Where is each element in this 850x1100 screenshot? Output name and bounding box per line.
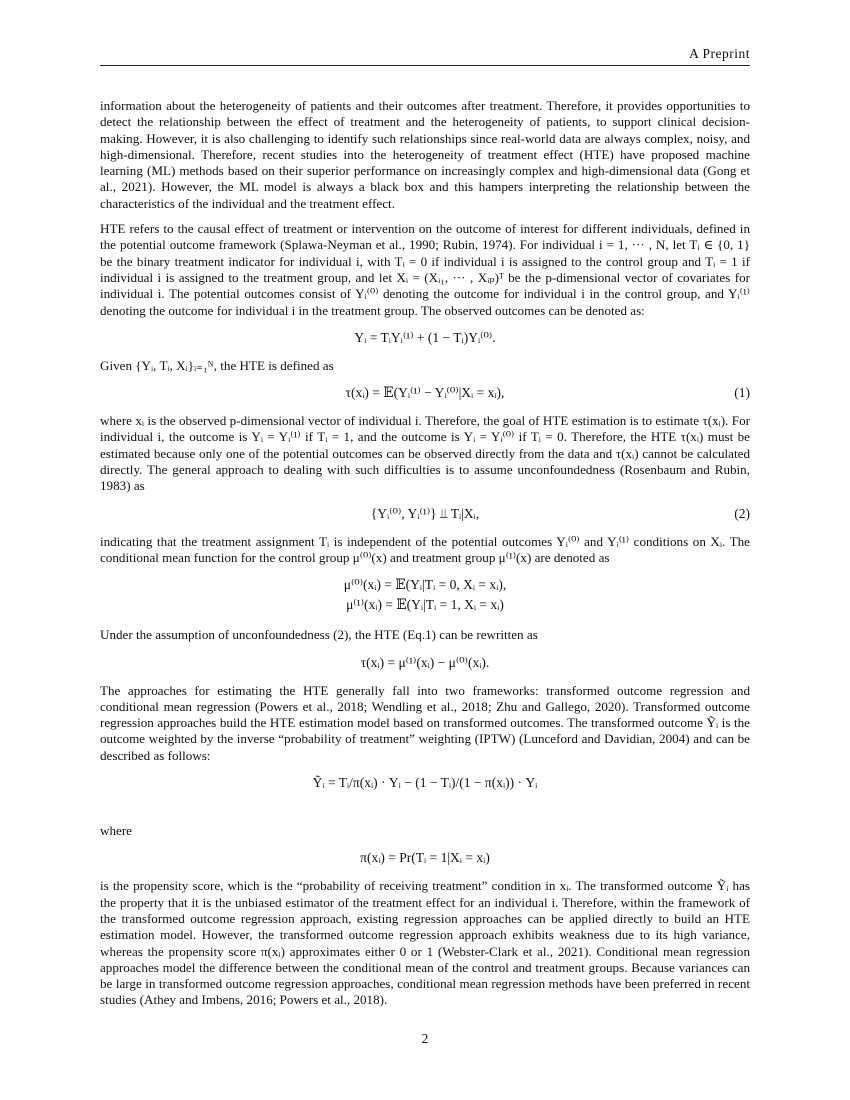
equation-expr: τ(xᵢ) = 𝔼(Yᵢ⁽¹⁾ − Yᵢ⁽⁰⁾|Xᵢ = xᵢ), (345, 385, 505, 401)
paragraph-6: Under the assumption of unconfoundedness (2), the HTE (Eq.1) can be rewritten as (100, 627, 538, 643)
equation-expr: τ(xᵢ) = μ⁽¹⁾(xᵢ) − μ⁽⁰⁾(xᵢ). (360, 654, 490, 670)
paragraph-9: is the propensity score, which is the “probability of receiving treatment” condition in xᵢ. The transformed outcome Ỹᵢ has the property that it is the unbiased estimator of the treatment effect for an individual i. Therefore, within the framework of the transformed outcome regression approach, existing regression approaches can be applied directly to build an HTE estimation model. However, the transformed outcome regression approach exhibits weakness due to its high variance, whereas the propensity score π(xᵢ) approximates either 0 or 1 (Webster-Clark et al., 2021). Conditional mean regression approaches model the difference between the conditional mean of the control and treatment groups. Because variances can be large in transformed outcome regression approaches, conditional mean regression methods have been preferred in recent studies (Athey and Imbens, 2016; Powers et al., 2018). (100, 878, 750, 1008)
paragraph-1: information about the heterogeneity of patients and their outcomes after treatment. Therefore, it provides opportunities to detect the relationship between the effect of treatment and the heterogeneity of patients, to support clinical decision-making. However, it is also challenging to identify such relationships since real-world data are always complex, noisy, and high-dimensional. Therefore, recent studies into the heterogeneity of treatment effect (HTE) have proposed machine learning (ML) methods based on their superior performance on increasingly complex and high-dimensional data (Gong et al., 2021). However, the ML model is always a black box and this hampers interpreting the relationship between the characteristics of the individual and the treatment effect. (100, 98, 750, 211)
equation-transformed-outcome (100, 773, 750, 815)
page-header (100, 46, 750, 66)
paragraph-3: Given {Yᵢ, Tᵢ, Xᵢ}ᵢ₌₁ᴺ, the HTE is defined as (100, 357, 334, 373)
header-rule (100, 65, 750, 66)
equation-number: (1) (734, 385, 750, 401)
body-text (100, 98, 750, 1018)
page-number: 2 (421, 1031, 429, 1046)
equation-observed-outcome (100, 328, 750, 350)
equation-expr: π(xᵢ) = Pr(Tᵢ = 1|Xᵢ = xᵢ) (360, 850, 490, 866)
equation-1 (100, 383, 750, 405)
paragraph-4: where xᵢ is the observed p-dimensional vector of individual i. Therefore, the goal of HTE estimation is to estimate τ(xᵢ). For individual i, the outcome is Yᵢ = Yᵢ⁽¹⁾ if Tᵢ = 1, and the outcome is Yᵢ = Yᵢ⁽⁰⁾ if Tᵢ = 0. Therefore, the HTE τ(xᵢ) must be estimated because only one of the potential outcomes can be observed directly from the data and τ(xᵢ) cannot be calculated directly. The general approach to dealing with such difficulties is to assume unconfoundedness (Rosenbaum and Rubin, 1983) as (100, 413, 750, 494)
equation-hte-rewritten (100, 653, 750, 675)
equation-conditional-means (100, 575, 750, 619)
paragraph-5: indicating that the treatment assignment Tᵢ is independent of the potential outcomes Yᵢ⁽⁰⁾ and Yᵢ⁽¹⁾ conditions on Xᵢ. The conditional mean function for the control group μ⁽⁰⁾(x) and treatment group μ⁽¹⁾(x) are denoted as (100, 533, 750, 565)
equation-expr: {Yᵢ⁽⁰⁾, Yᵢ⁽¹⁾} ⫫ Tᵢ|Xᵢ, (370, 505, 480, 521)
equation-mu0: μ⁽⁰⁾(xᵢ) = 𝔼(Yᵢ|Tᵢ = 0, Xᵢ = xᵢ), (343, 577, 507, 593)
equation-expr: Ỹᵢ = Tᵢ/π(xᵢ) · Yᵢ − (1 − Tᵢ)/(1 − π(xᵢ)) · Yᵢ (312, 775, 538, 791)
equation-mu1: μ⁽¹⁾(xᵢ) = 𝔼(Yᵢ|Tᵢ = 1, Xᵢ = xᵢ) (346, 597, 504, 613)
equation-2 (100, 504, 750, 526)
equation-number: (2) (734, 505, 750, 521)
paragraph-8: where (100, 823, 132, 839)
running-title: A Preprint (689, 46, 750, 61)
equation-expr: Yᵢ = TᵢYᵢ⁽¹⁾ + (1 − Tᵢ)Yᵢ⁽⁰⁾. (354, 329, 496, 345)
paragraph-2: HTE refers to the causal effect of treatment or intervention on the outcome of interest for different individuals, defined in the potential outcome framework (Splawa-Neyman et al., 1990; Rubin, 1974). For individual i = 1, ··· , N, let Tᵢ ∈ {0, 1} be the binary treatment indicator for individual i, with Tᵢ = 0 if individual i is assigned to the control group and Tᵢ = 1 if individual i is assigned to the treatment group, and let Xᵢ = (Xᵢ₁, ··· , Xᵢₚ)ᵀ be the p-dimensional vector of covariates for individual i. The potential outcomes consist of Yᵢ⁽⁰⁾ denoting the outcome for individual i in the control group, and Yᵢ⁽¹⁾ denoting the outcome for individual i in the treatment group. The observed outcomes can be denoted as: (100, 221, 750, 318)
equation-propensity (100, 848, 750, 870)
paragraph-7: The approaches for estimating the HTE generally fall into two frameworks: transformed outcome regression and conditional mean regression (Powers et al., 2018; Wendling et al., 2018; Zhu and Gallego, 2020). Transformed outcome regression approaches build the HTE estimation model based on transformed outcomes. The transformed outcome Ỹᵢ is the outcome weighted by the inverse “probability of treatment” weighting (IPTW) (Lunceford and Davidian, 2004) and can be described as follows: (100, 682, 750, 763)
